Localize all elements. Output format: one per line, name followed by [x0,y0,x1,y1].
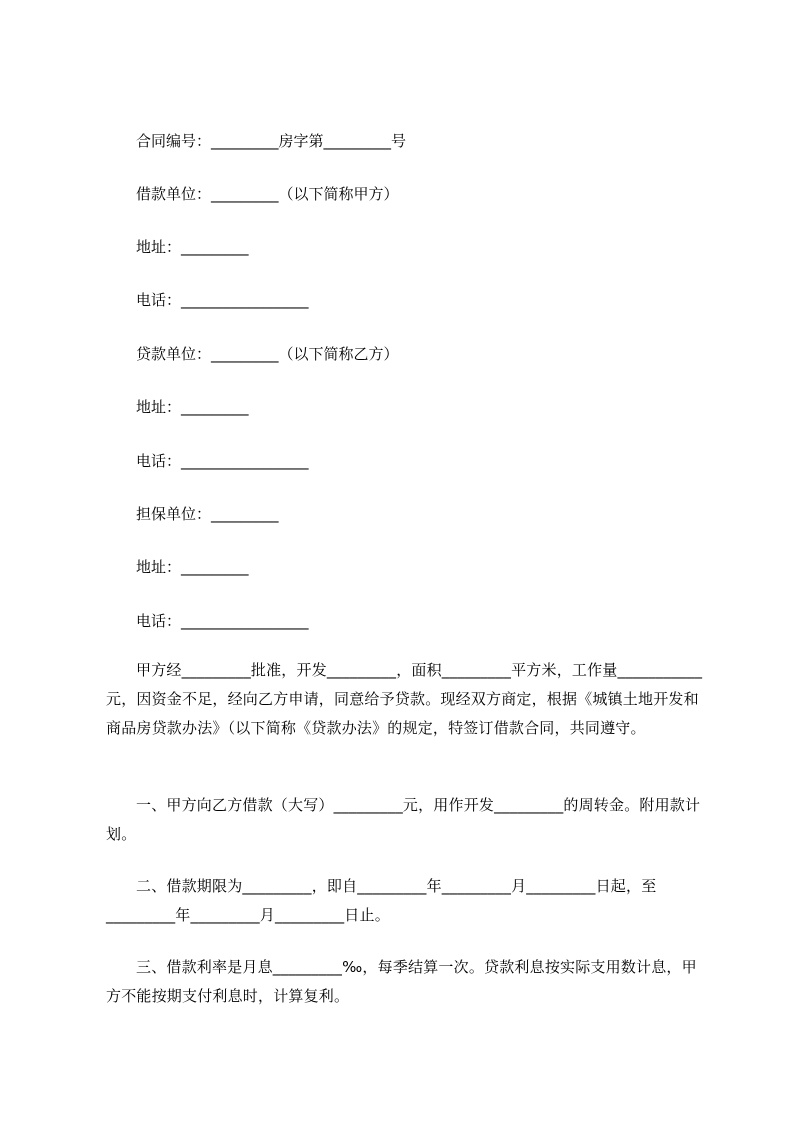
intro-paragraph: 甲方经_________批准，开发_________，面积_________平方米，工作量___________元，因资金不足，经向乙方申请，同意给予贷款。现经双方商定，根据《城镇土地开发和商品房贷款办法》（以下简称《贷款办法》的规定，特签订借款合同，共同遵守。 [106,661,703,737]
guarantor-line: 担保单位：_________ [136,505,279,523]
lender-address-line: 地址：_________ [136,398,249,416]
borrower-line: 借款单位：_________（以下简称甲方） [136,185,399,203]
borrower-address-line: 地址：_________ [136,238,249,256]
guarantor-phone-line: 电话：_________________ [136,612,309,630]
contract-number-line: 合同编号：_________房字第_________号 [136,132,407,150]
clause-3-paragraph: 三、借款利率是月息_________‰，每季结算一次。贷款利息按实际支用数计息，甲方不能按期支付利息时，计算复利。 [106,958,697,1005]
clause-2-paragraph: 二、借款期限为_________，即自_________年_________月_________日起，至_________年_________月_________日止。 [106,877,657,924]
lender-phone-line: 电话：_________________ [136,452,309,470]
clause-1-paragraph: 一、甲方向乙方借款（大写）_________元，用作开发_________的周转金。附用款计划。 [106,796,701,843]
borrower-phone-line: 电话：_________________ [136,291,309,309]
lender-line: 贷款单位：_________（以下简称乙方） [136,345,399,363]
guarantor-address-line: 地址：_________ [136,558,249,576]
